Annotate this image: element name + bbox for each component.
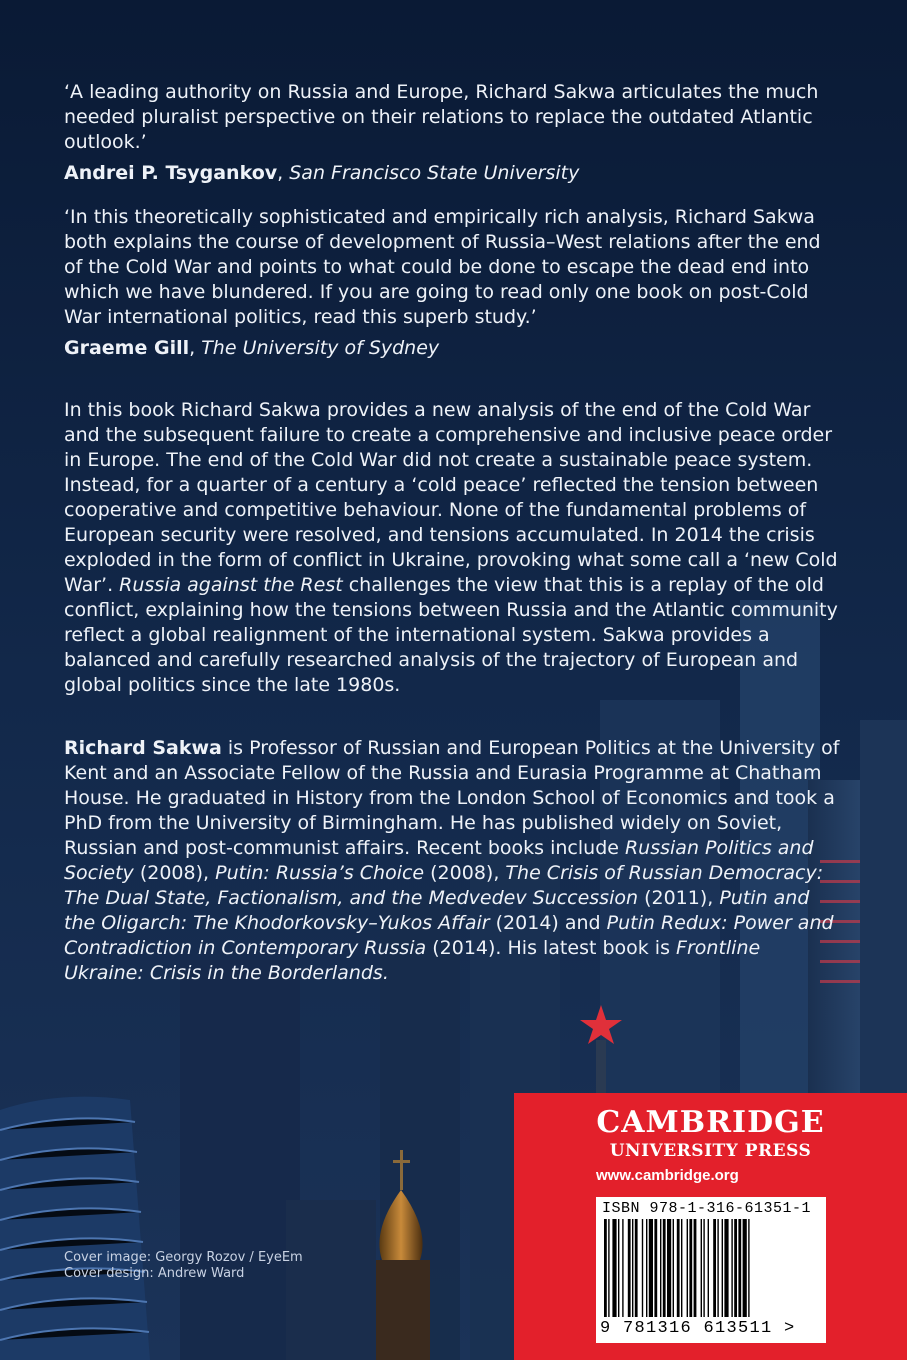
bio-text: (2014). His latest book is [426,937,677,959]
barcode-bar [722,1219,723,1317]
barcode [602,1219,820,1319]
barcode-bar [703,1219,704,1317]
endorser-affiliation: San Francisco State University [289,162,580,184]
barcode-bar [708,1219,709,1317]
description-text: challenges the view that this is a replay of the old conflict, explaining how the tensions between Russia and the Atlantic community reflect a global realignment of the international system. Sakwa provides a balanced and carefully researched analysis of the trajectory of European and global politics since the late 1980s. [64,574,838,696]
barcode-bar [713,1219,716,1317]
barcode-bar [701,1219,702,1317]
barcode-bar [618,1219,619,1317]
endorsement-quote: ‘A leading authority on Russia and Europe, Richard Sakwa articulates the much needed pluralist perspective on their relations to replace the outdated Atlantic outlook.’ [64,81,819,153]
barcode-bar [612,1219,616,1317]
book-title: Russian Politics and Society [64,837,814,884]
description-text: In this book Richard Sakwa provides a new analysis of the end of the Cold War and the subsequent failure to create a comprehensive and inclusive peace order in Europe. The end of the Cold War did not create a sustainable peace system. Instead, for a quarter of a century a ‘cold peace’ reflected the tension between cooperative and competitive behaviour. None of the fundamental problems of European security were resolved, and tensions accumulated. In 2014 the crisis exploded in the form of conflict in Ukraine, provoking what some call a ‘new Cold War’. [64,399,838,596]
bio-text: (2008), [133,862,216,884]
barcode-bar [748,1219,749,1317]
book-description [64,398,844,698]
barcode-bar [677,1219,680,1317]
barcode-bar [743,1219,747,1317]
barcode-bar [731,1219,732,1317]
barcode-bar [681,1219,682,1317]
bio-text: is Professor of Russian and European Politics at the University of Kent and an Associate Fellow of the Russia and Eurasia Programme at Chatham House. He graduated in History from the London School of Economics and took a PhD from the University of Birmingham. He has published widely on Soviet, Russian and post-communist affairs. Recent books include [64,737,840,859]
isbn-number: ISBN 978-1-316-61351-1 [602,1200,812,1217]
barcode-bar [673,1219,674,1317]
book-title: The Crisis of Russian Democracy: The Dual State, Factionalism, and the Medvedev Succession [64,862,824,909]
barcode-bar [717,1219,718,1317]
author-bio [64,736,844,986]
cover-image-credit: Cover image: Georgy Rozov / EyeEm [64,1250,303,1265]
bio-text: (2011), [638,887,720,909]
endorsement-attribution: Andrei P. Tsygankov, San Francisco State University [64,162,580,184]
publisher-logo-name: CAMBRIDGE [596,1105,825,1140]
endorsement-1 [64,80,844,186]
cover-design-credit: Cover design: Andrew Ward [64,1266,245,1281]
barcode-bar [628,1219,631,1317]
barcode-bar [642,1219,643,1317]
barcode-bar [635,1219,638,1317]
endorsement-quote: ‘In this theoretically sophisticated and empirically rich analysis, Richard Sakwa both explains the course of development of Russia–West relations after the end of the Cold War and points to what could be done to escape the dead end into which we have blundered. If you are going to read only one book on post-Cold War international politics, read this superb study.’ [64,206,821,328]
book-title: Putin and the Oligarch: The Khodorkovsky–Yukos Affair [64,887,810,934]
barcode-bar [622,1219,623,1317]
barcode-bar [689,1219,692,1317]
barcode-bar [667,1219,671,1317]
publisher-block [514,1093,907,1360]
barcode-bar [687,1219,688,1317]
bio-text: (2008), [424,862,506,884]
book-title: Putin: Russia’s Choice [215,862,425,884]
barcode-bar [604,1219,607,1317]
cover-credits [64,1250,303,1282]
barcode-bar [608,1219,609,1317]
barcode-bar [663,1219,666,1317]
book-title: Frontline Ukraine: Crisis in the Borderlands. [64,937,761,984]
barcode-bar [632,1219,633,1317]
barcode-bar [734,1219,737,1317]
barcode-bar [724,1219,728,1317]
endorser-name: Graeme Gill [64,337,190,359]
endorser-name: Andrei P. Tsygankov [64,162,278,184]
barcode-digits: 9 781316 613511 > [600,1319,796,1338]
barcode-bar [654,1219,657,1317]
barcode-bar [660,1219,661,1317]
endorsement-2 [64,205,844,361]
endorsement-attribution: Graeme Gill, The University of Sydney [64,337,440,359]
endorser-affiliation: The University of Sydney [201,337,440,359]
barcode-bar [646,1219,647,1317]
publisher-url[interactable]: www.cambridge.org [596,1167,739,1184]
publisher-logo-subtitle: UNIVERSITY PRESS [609,1141,812,1161]
barcode-bar [694,1219,697,1317]
book-title: Russia against the Rest [119,574,343,596]
bio-text: (2014) and [489,912,607,934]
author-name: Richard Sakwa [64,737,222,759]
barcode-box [596,1197,826,1343]
book-title: Putin Redux: Power and Contradiction in Contemporary Russia [64,912,834,959]
barcode-bar [738,1219,741,1317]
barcode-bar [649,1219,653,1317]
